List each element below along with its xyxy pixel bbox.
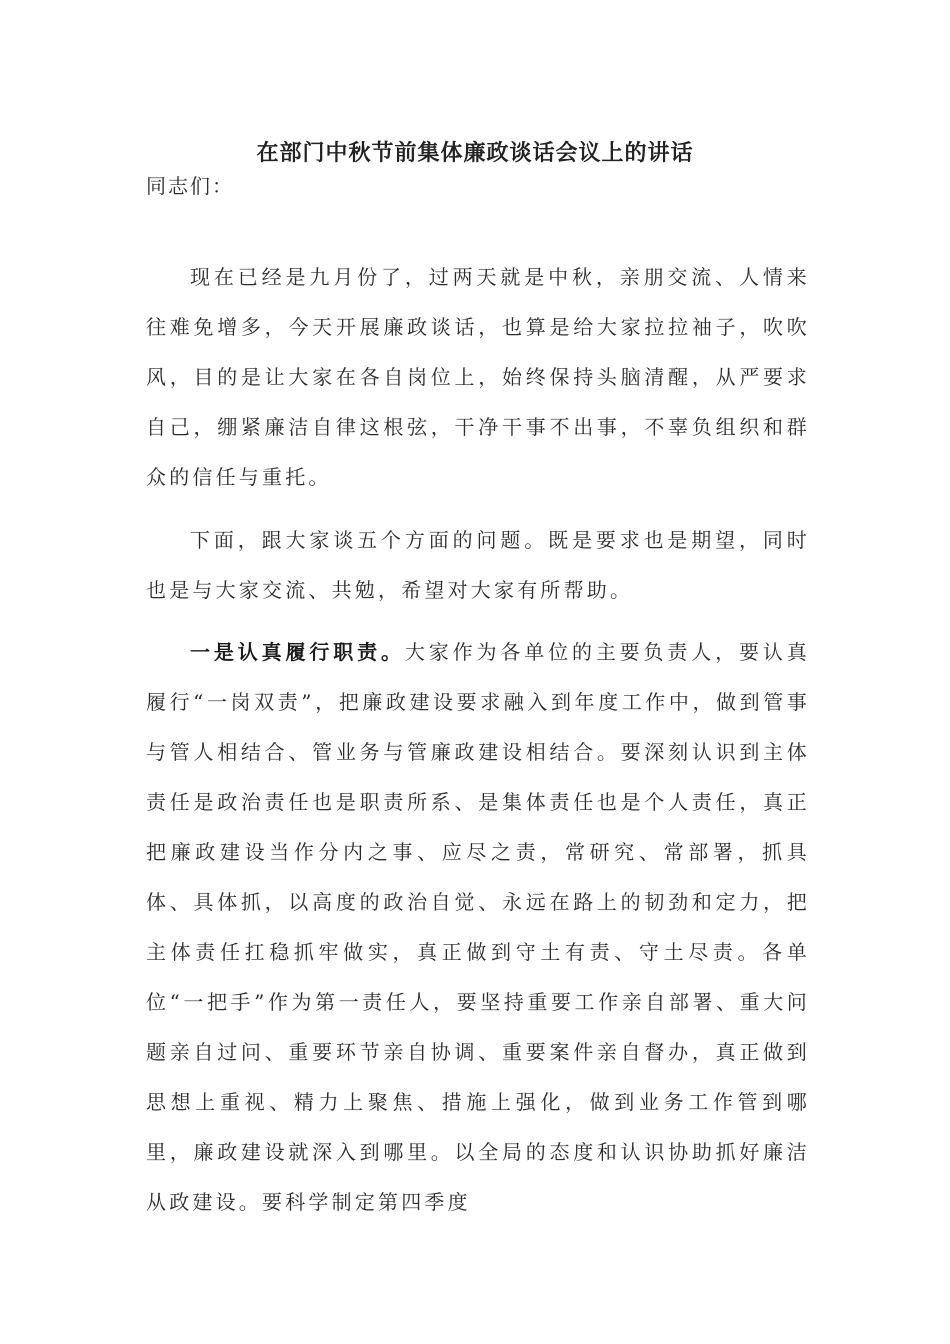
paragraph-3 [146, 627, 810, 1227]
paragraph-3-lead: 一是认真履行职责。 [190, 640, 405, 664]
document-title: 在部门中秋节前集体廉政谈话会议上的讲话 [256, 140, 694, 166]
paragraph-3-text: 大家作为各单位的主要负责人，要认真履行“一岗双责”，把廉政建设要求融入到年度工作中，做到管事与管人相结合、管业务与管廉政建设相结合。要深刻认识到主体责任是政治责任也是职责所系、是集体责任也是个人责任，真正把廉政建设当作分内之事、应尽之责，常研究、常部署，抓具体、具体抓，以高度的政治自觉、永远在路上的韧劲和定力，把主体责任扛稳抓牢做实，真正做到守土有责、守土尽责。各单位“一把手”作为第一责任人，要坚持重要工作亲自部署、重大问题亲自过问、重要环节亲自协调、重要案件亲自督办，真正做到思想上重视、精力上聚焦、措施上强化，做到业务工作管到哪里，廉政建设就深入到哪里。以全局的态度和认识协助抓好廉洁从政建设。要科学制定第四季度 [146, 640, 810, 1214]
paragraph-1-text: 现在已经是九月份了，过两天就是中秋，亲朋交流、人情来往难免增多，今天开展廉政谈话，也算是给大家拉拉袖子，吹吹风，目的是让大家在各自岗位上，始终保持头脑清醒，从严要求自己，绷紧廉洁自律这根弦，干净干事不出事，不辜负组织和群众的信任与重托。 [146, 265, 810, 489]
paragraph-2-text: 下面，跟大家谈五个方面的问题。既是要求也是期望，同时也是与大家交流、共勉，希望对大家有所帮助。 [146, 528, 810, 602]
paragraph-2 [146, 515, 810, 615]
paragraph-1 [146, 252, 810, 502]
salutation: 同志们： [146, 174, 234, 198]
